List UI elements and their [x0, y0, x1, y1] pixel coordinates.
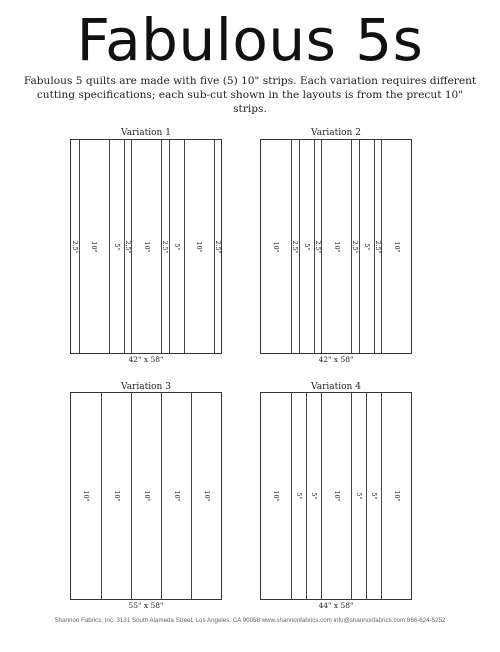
strip-width-label: 5"	[355, 492, 363, 500]
strip-width-label: 5"	[295, 492, 303, 500]
strip-width-label: 2.5"	[161, 239, 170, 254]
quilt-strip	[261, 140, 291, 353]
variation-1-panel	[70, 128, 222, 368]
quilt-size: 44" x 58"	[318, 601, 354, 610]
quilt-strip	[131, 393, 161, 599]
strip-width-label: 2.5"	[313, 239, 322, 254]
quilt-layout	[70, 392, 222, 600]
quilt-strip	[214, 140, 222, 353]
quilt-strip	[321, 393, 351, 599]
strip-width-label: 10"	[142, 240, 151, 253]
quilt-layout	[260, 139, 412, 354]
strip-width-label: 10"	[272, 240, 280, 253]
quilt-strip	[291, 393, 306, 599]
strip-width-label: 10"	[142, 490, 151, 502]
quilt-strip	[109, 140, 124, 353]
strip-width-label: 10"	[82, 490, 90, 502]
variation-4-panel	[260, 382, 412, 614]
quilt-strip	[351, 393, 366, 599]
strip-width-label: 10"	[112, 490, 121, 502]
quilt-strip	[161, 393, 191, 599]
strip-width-label: 10"	[392, 490, 401, 502]
strip-width-label: 2.5"	[70, 239, 79, 254]
quilt-strip	[71, 140, 79, 353]
strip-width-label: 2.5"	[373, 239, 382, 254]
strip-width-label: 2.5"	[351, 239, 360, 254]
strip-width-label: 10"	[90, 240, 98, 253]
strip-width-label: 10"	[172, 490, 181, 502]
quilt-size: 55" x 58"	[128, 601, 164, 610]
quilt-strip	[381, 140, 411, 353]
quilt-layout	[70, 139, 222, 354]
strip-width-label: 5"	[310, 492, 318, 500]
variation-2-panel	[260, 128, 412, 368]
quilt-strip	[169, 140, 184, 353]
quilt-size: 42" x 58"	[318, 355, 354, 364]
strip-width-label: 5"	[112, 242, 121, 251]
quilt-strip	[124, 140, 132, 353]
quilt-strip	[381, 393, 411, 599]
variation-title: Variation 1	[121, 128, 171, 138]
strip-width-label: 10"	[202, 490, 211, 502]
strip-width-label: 5"	[370, 492, 378, 500]
strip-width-label: 10"	[332, 490, 341, 502]
strip-width-label: 2.5"	[213, 239, 222, 254]
quilt-strip	[261, 393, 291, 599]
footer-contact: Shannon Fabrics, Inc. 3131 South Alameda Street, Los Angeles, CA 90058 www.shannonfabrics.com info@shannonfabrics.com 866-624-5252	[54, 617, 446, 624]
quilt-strip	[291, 140, 299, 353]
variation-title: Variation 2	[311, 128, 361, 138]
quilt-strip	[359, 140, 374, 353]
quilt-size: 42" x 58"	[128, 355, 164, 364]
quilt-strip	[71, 393, 101, 599]
quilt-strip	[101, 393, 131, 599]
quilt-strip	[374, 140, 382, 353]
quilt-strip	[299, 140, 314, 353]
intro-text: Fabulous 5 quilts are made with five (5) 10" strips. Each variation requires different cutting specifications; each sub-cut shown in the layouts is from the precut 10" strips.	[23, 75, 477, 115]
strip-width-label: 10"	[272, 490, 280, 502]
strip-width-label: 2.5"	[291, 239, 300, 254]
strip-width-label: 10"	[392, 240, 401, 253]
quilt-strip	[191, 393, 221, 599]
strip-width-label: 2.5"	[123, 239, 132, 254]
variation-3-panel	[70, 382, 222, 614]
strip-width-label: 10"	[195, 240, 203, 253]
quilt-layout	[260, 392, 412, 600]
strip-width-label: 5"	[172, 242, 181, 251]
quilt-strip	[314, 140, 322, 353]
strip-width-label: 5"	[362, 242, 371, 251]
page-title: Fabulous 5s	[76, 6, 424, 74]
strip-width-label: 5"	[302, 242, 311, 251]
quilt-strip	[321, 140, 351, 353]
variation-title: Variation 3	[121, 382, 171, 392]
quilt-strip	[366, 393, 381, 599]
quilt-strip	[306, 393, 321, 599]
quilt-strip	[161, 140, 169, 353]
variation-title: Variation 4	[311, 382, 361, 392]
quilt-strip	[79, 140, 109, 353]
strip-width-label: 10"	[332, 240, 341, 253]
quilt-strip	[184, 140, 214, 353]
quilt-strip	[131, 140, 161, 353]
quilt-strip	[351, 140, 359, 353]
